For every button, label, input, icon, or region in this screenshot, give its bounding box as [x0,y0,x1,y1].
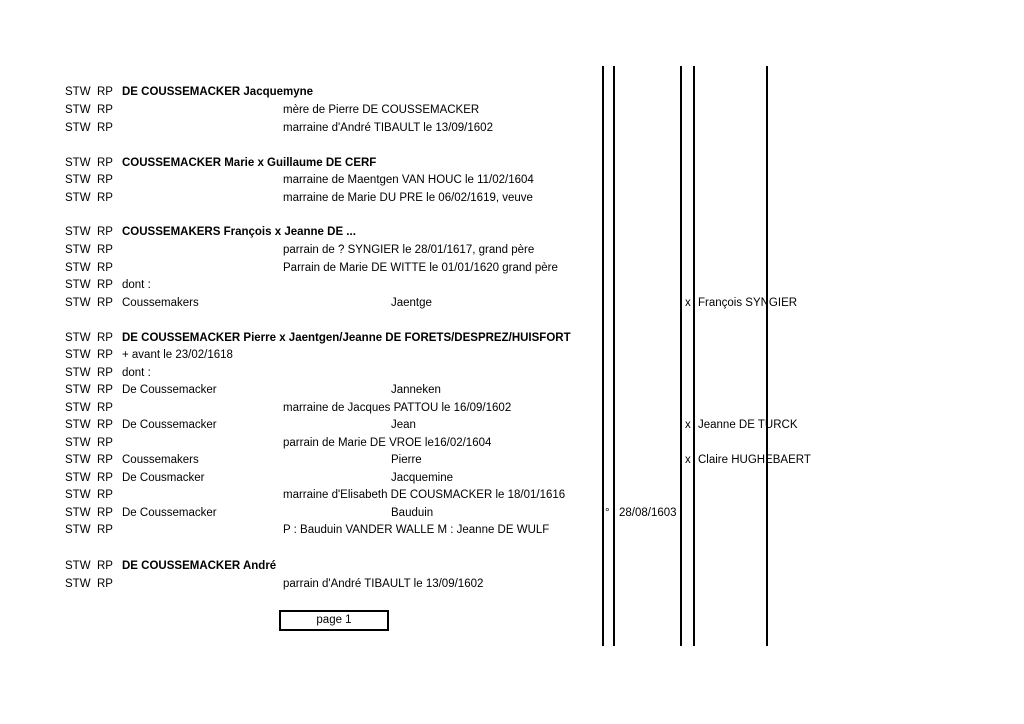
source-code: STW [65,174,91,186]
register-code: RP [97,86,113,98]
register-code: RP [97,402,113,414]
source-code: STW [65,578,91,590]
table-row [0,365,1024,383]
table-row [0,172,1024,190]
table-row [0,505,1024,523]
event-note: Parrain de Marie DE WITTE le 01/01/1620 grand père [283,262,558,274]
surname-cell: De Cousmacker [122,472,205,484]
table-row [0,435,1024,453]
surname-cell: De Coussemacker [122,419,217,431]
person-heading: COUSSEMAKERS François x Jeanne DE ... [122,226,356,238]
register-code: RP [97,122,113,134]
source-code: STW [65,367,91,379]
register-code: RP [97,349,113,361]
table-row [0,155,1024,173]
table-row [0,522,1024,540]
table-row [0,452,1024,470]
spouse-name: Claire HUGHEBAERT [698,454,811,466]
source-code: STW [65,244,91,256]
source-code: STW [65,279,91,291]
source-code: STW [65,192,91,204]
source-code: STW [65,489,91,501]
table-row [0,330,1024,348]
source-code: STW [65,472,91,484]
table-row [0,382,1024,400]
first-name-cell: Jean [391,419,416,431]
register-code: RP [97,384,113,396]
source-code: STW [65,437,91,449]
register-code: RP [97,226,113,238]
first-name-cell: Jacquemine [391,472,454,484]
surname-cell: De Coussemacker [122,384,217,396]
table-row [0,120,1024,138]
register-code: RP [97,472,113,484]
source-code: STW [65,122,91,134]
source-code: STW [65,507,91,519]
surname-cell: + avant le 23/02/1618 [122,349,233,361]
event-note: P : Bauduin VANDER WALLE M : Jeanne DE WULF [283,524,550,536]
register-code: RP [97,244,113,256]
table-row [0,190,1024,208]
first-name-cell: Jaentge [391,297,432,309]
baptism-date: 28/08/1603 [619,507,677,519]
first-name-cell: Pierre [391,454,422,466]
register-code: RP [97,560,113,572]
source-code: STW [65,226,91,238]
source-code: STW [65,524,91,536]
table-row [0,347,1024,365]
first-name-cell: Bauduin [391,507,434,519]
source-code: STW [65,86,91,98]
event-note: parrain de Marie DE VROE le16/02/1604 [283,437,492,449]
register-code: RP [97,174,113,186]
register-code: RP [97,279,113,291]
table-row [0,242,1024,260]
surname-cell: De Coussemacker [122,507,217,519]
marriage-mark: x [685,419,691,431]
register-code: RP [97,419,113,431]
source-code: STW [65,419,91,431]
table-row [0,102,1024,120]
register-code: RP [97,437,113,449]
event-note: marraine de Marie DU PRE le 06/02/1619, veuve [283,192,533,204]
event-note: parrain d'André TIBAULT le 13/09/1602 [283,578,484,590]
marriage-mark: x [685,297,691,309]
event-note: parrain de ? SYNGIER le 28/01/1617, grand père [283,244,535,256]
source-code: STW [65,454,91,466]
register-code: RP [97,262,113,274]
table-row [0,224,1024,242]
register-code: RP [97,367,113,379]
source-code: STW [65,384,91,396]
surname-cell: Coussemakers [122,297,199,309]
register-code: RP [97,104,113,116]
marriage-mark: x [685,454,691,466]
page-label: page 1 [316,614,352,626]
table-row [0,84,1024,102]
table-row [0,417,1024,435]
event-note: marraine de Jacques PATTOU le 16/09/1602 [283,402,512,414]
register-code: RP [97,157,113,169]
register-code: RP [97,489,113,501]
event-note: marraine de Maentgen VAN HOUC le 11/02/1604 [283,174,534,186]
source-code: STW [65,560,91,572]
person-heading: COUSSEMACKER Marie x Guillaume DE CERF [122,157,377,169]
source-code: STW [65,157,91,169]
baptism-mark: ° [605,507,610,519]
table-row [0,260,1024,278]
table-row [0,277,1024,295]
surname-cell: dont : [122,367,151,379]
person-heading: DE COUSSEMACKER Pierre x Jaentgen/Jeanne DE FORETS/DESPREZ/HUISFORT [122,332,571,344]
person-heading: DE COUSSEMACKER André [122,560,277,572]
table-row [0,576,1024,594]
table-row [0,295,1024,313]
page-number-box [279,610,389,631]
table-row [0,558,1024,576]
first-name-cell: Janneken [391,384,441,396]
register-code: RP [97,192,113,204]
event-note: mère de Pierre DE COUSSEMACKER [283,104,480,116]
table-row [0,400,1024,418]
surname-cell: Coussemakers [122,454,199,466]
person-heading: DE COUSSEMACKER Jacquemyne [122,86,314,98]
source-code: STW [65,262,91,274]
event-note: marraine d'André TIBAULT le 13/09/1602 [283,122,493,134]
source-code: STW [65,402,91,414]
table-row [0,470,1024,488]
table-row [0,487,1024,505]
register-code: RP [97,454,113,466]
surname-cell: dont : [122,279,151,291]
spouse-name: François SYNGIER [698,297,798,309]
register-code: RP [97,524,113,536]
source-code: STW [65,104,91,116]
register-code: RP [97,332,113,344]
event-note: marraine d'Elisabeth DE COUSMACKER le 18/01/1616 [283,489,566,501]
source-code: STW [65,332,91,344]
register-code: RP [97,507,113,519]
spouse-name: Jeanne DE TURCK [698,419,798,431]
source-code: STW [65,297,91,309]
register-code: RP [97,297,113,309]
register-code: RP [97,578,113,590]
source-code: STW [65,349,91,361]
